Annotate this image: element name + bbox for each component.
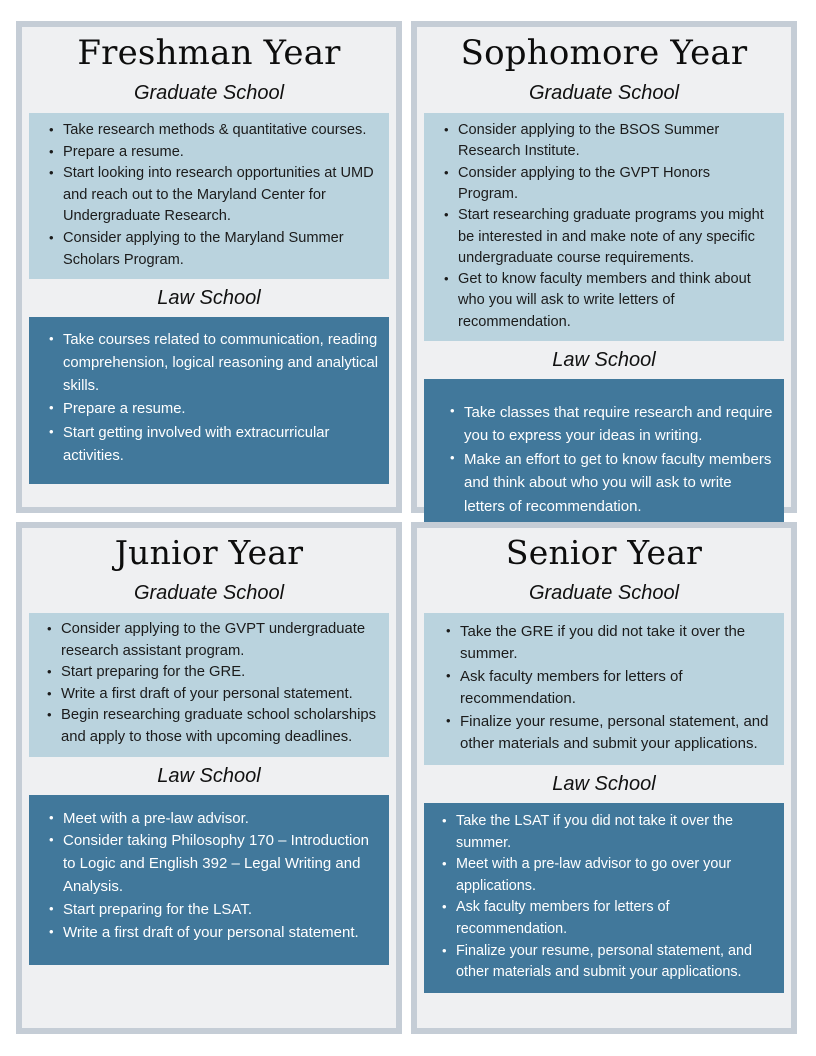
graduate-school-list-junior bbox=[31, 619, 379, 749]
section-title-graduate-school-freshman: Graduate School bbox=[133, 82, 285, 105]
year-panel-sophomore bbox=[411, 21, 797, 513]
section-title-law-school-freshman: Law School bbox=[157, 287, 261, 310]
spacer bbox=[424, 993, 784, 1020]
list-item: • Start preparing for the GRE. bbox=[61, 662, 379, 684]
list-item: • Start looking into research opportunities at UMD and reach out to the Maryland Center for Undergraduate Research. bbox=[63, 163, 379, 228]
list-item: • Consider taking Philosophy 170 – Introduction to Logic and English 392 – Legal Writing and Analysis. bbox=[63, 830, 379, 899]
list-item: • Begin researching graduate school scholarships and apply to those with upcoming deadlines. bbox=[61, 705, 379, 748]
year-panel-senior bbox=[411, 522, 797, 1034]
list-item: • Prepare a resume. bbox=[63, 142, 379, 164]
page-title-junior: Junior Year bbox=[114, 533, 304, 572]
law-school-box-sophomore bbox=[424, 379, 784, 544]
year-panel-junior bbox=[16, 522, 402, 1034]
section-title-law-school-junior: Law School bbox=[157, 764, 261, 787]
list-item: • Take classes that require research and require you to express your ideas in writing. bbox=[464, 401, 774, 448]
law-school-list-sophomore bbox=[434, 401, 774, 518]
section-title-graduate-school-junior: Graduate School bbox=[133, 581, 285, 604]
section-title-law-school-senior: Law School bbox=[552, 772, 656, 795]
graduate-school-box-junior bbox=[29, 613, 389, 757]
list-item: • Prepare a resume. bbox=[63, 398, 379, 421]
graduate-school-box-senior bbox=[424, 613, 784, 765]
law-school-box-freshman bbox=[29, 317, 389, 483]
year-panel-freshman bbox=[16, 21, 402, 513]
graduate-school-list-sophomore bbox=[428, 120, 772, 333]
law-school-list-junior bbox=[33, 808, 379, 946]
list-item: • Ask faculty members for letters of recommendation. bbox=[456, 897, 772, 940]
list-item: • Take research methods & quantitative courses. bbox=[63, 120, 379, 142]
law-school-list-freshman bbox=[33, 329, 379, 467]
spacer bbox=[29, 484, 389, 499]
list-item: • Take courses related to communication, reading comprehension, logical reasoning and analytical skills. bbox=[63, 329, 379, 398]
list-item: • Get to know faculty members and think about who you will ask to write letters of recommendation. bbox=[458, 269, 772, 333]
graduate-school-box-freshman bbox=[29, 113, 389, 279]
list-item: • Start researching graduate programs you might be interested in and make note of any specific undergraduate course requirements. bbox=[458, 205, 772, 269]
graduate-school-list-senior bbox=[430, 621, 772, 756]
list-item: • Start preparing for the LSAT. bbox=[63, 899, 379, 922]
year-panel-grid bbox=[16, 21, 800, 1034]
list-item: • Take the GRE if you did not take it over the summer. bbox=[460, 621, 772, 666]
list-item: • Write a first draft of your personal statement. bbox=[61, 684, 379, 706]
law-school-box-senior bbox=[424, 803, 784, 993]
list-item: • Start getting involved with extracurricular activities. bbox=[63, 422, 379, 468]
list-item: • Consider applying to the GVPT Honors Program. bbox=[458, 163, 772, 206]
list-item: • Write a first draft of your personal statement. bbox=[63, 922, 379, 945]
list-item: • Ask faculty members for letters of recommendation. bbox=[460, 666, 772, 711]
list-item: • Consider applying to the GVPT undergraduate research assistant program. bbox=[61, 619, 379, 662]
section-title-graduate-school-senior: Graduate School bbox=[528, 581, 680, 604]
spacer bbox=[29, 965, 389, 1020]
page-title-senior: Senior Year bbox=[505, 533, 703, 572]
graduate-school-list-freshman bbox=[33, 120, 379, 271]
list-item: • Take the LSAT if you did not take it over the summer. bbox=[456, 811, 772, 854]
list-item: • Finalize your resume, personal statement, and other materials and submit your applications. bbox=[460, 711, 772, 756]
list-item: • Finalize your resume, personal statement, and other materials and submit your applications. bbox=[456, 941, 772, 984]
graduate-school-box-sophomore bbox=[424, 113, 784, 341]
section-title-law-school-sophomore: Law School bbox=[552, 349, 656, 372]
law-school-box-junior bbox=[29, 795, 389, 966]
section-title-graduate-school-sophomore: Graduate School bbox=[528, 82, 680, 105]
list-item: • Consider applying to the BSOS Summer Research Institute. bbox=[458, 120, 772, 163]
panel-inner-sophomore bbox=[417, 27, 791, 515]
page-title-sophomore: Sophomore Year bbox=[460, 33, 748, 73]
list-item: • Meet with a pre-law advisor. bbox=[63, 808, 379, 831]
list-item: • Consider applying to the Maryland Summer Scholars Program. bbox=[63, 228, 379, 271]
panel-inner-junior bbox=[22, 528, 396, 1028]
list-item: • Meet with a pre-law advisor to go over your applications. bbox=[456, 854, 772, 897]
page-title-freshman: Freshman Year bbox=[77, 33, 341, 73]
law-school-list-senior bbox=[426, 811, 772, 984]
panel-inner-senior bbox=[417, 528, 791, 1028]
panel-inner-freshman bbox=[22, 27, 396, 507]
list-item: • Make an effort to get to know faculty members and think about who you will ask to write letters of recommendation. bbox=[464, 448, 774, 518]
